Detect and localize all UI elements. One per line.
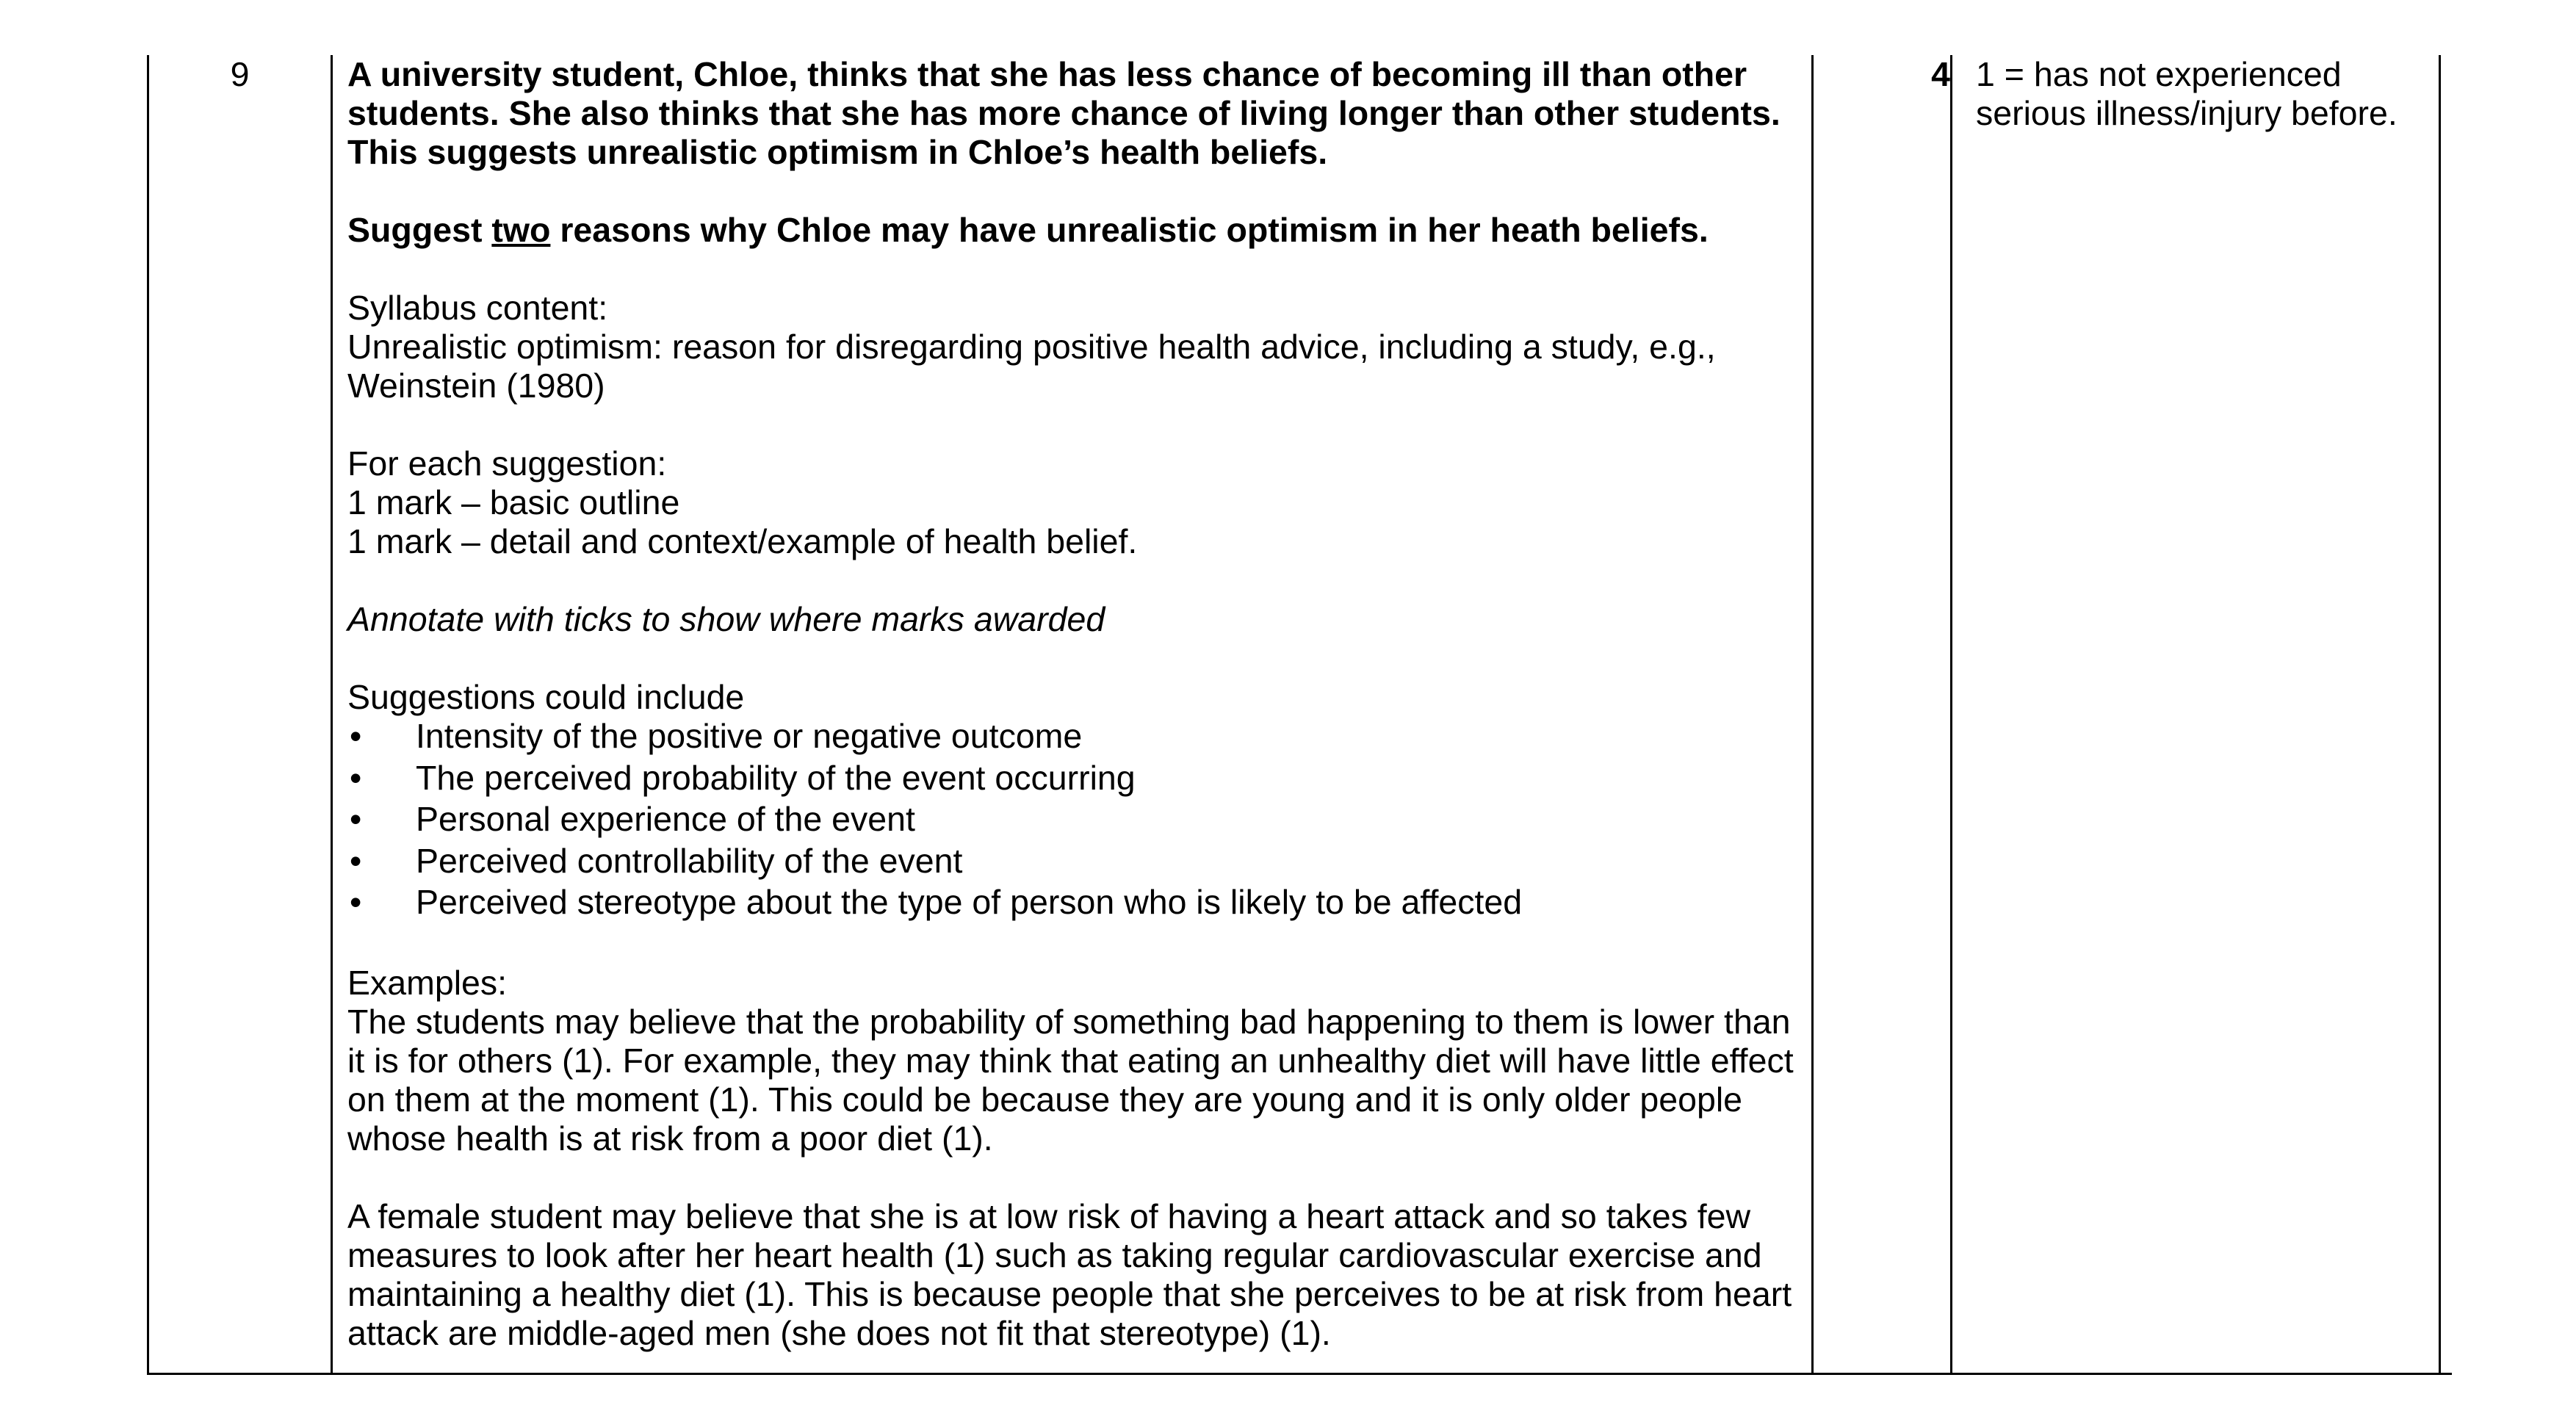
mark-scheme-line: 1 mark – detail and context/example of health belief. <box>347 522 1138 560</box>
example-paragraph: A female student may believe that she is at low risk of having a heart attack and so takes few measures to look after her heart health (1) such as taking regular cardiovascular exercise and maintaining a healthy diet (1). This is because people that she perceives to be at risk from heart attack are middle-aged men (she does not fit that stereotype) (1). <box>347 1196 1792 1352</box>
question-task-start: Suggest <box>347 211 492 249</box>
list-item-text: Perceived controllability of the event <box>416 841 963 880</box>
question-task <box>347 211 1813 250</box>
suggestions-list <box>347 717 1813 925</box>
list-item <box>347 883 1813 925</box>
list-item <box>347 759 1813 801</box>
suggestions-heading: Suggestions could include <box>347 678 745 716</box>
list-item <box>347 800 1813 842</box>
table-border-bottom <box>147 1373 2452 1375</box>
list-item <box>347 717 1813 759</box>
question-task-emphasis: two <box>491 211 551 249</box>
annotate-note: Annotate with ticks to show where marks awarded <box>347 600 1105 638</box>
list-item-text: Personal experience of the event <box>416 800 915 838</box>
bullet-icon: • <box>350 883 362 921</box>
list-item-text: Intensity of the positive or negative outcome <box>416 717 1083 755</box>
column-divider-number <box>331 55 333 1375</box>
mark-scheme-line: 1 mark – basic outline <box>347 483 680 521</box>
syllabus-heading: Syllabus content: <box>347 289 608 327</box>
bullet-icon: • <box>350 717 362 755</box>
bullet-icon: • <box>350 841 362 880</box>
mark-scheme-heading: For each suggestion: <box>347 444 667 483</box>
list-item <box>347 842 1813 884</box>
question-task-end: reasons why Chloe may have unrealistic optimism in her heath beliefs. <box>550 211 1709 249</box>
example-paragraph: The students may believe that the probability of something bad happening to them is lower than it is for others (1). For example, they may think that eating an unhealthy diet will have little effect on them at the moment (1). This could be because they are young and it is only older people whose health is at risk from a poor diet (1). <box>347 1002 1794 1158</box>
bullet-icon: • <box>350 758 362 797</box>
examples-heading: Examples: <box>347 963 508 1002</box>
answer-cell <box>347 55 1813 1353</box>
list-item-text: Perceived stereotype about the type of person who is likely to be affected <box>416 883 1523 921</box>
bullet-icon: • <box>350 800 362 838</box>
question-number: 9 <box>230 55 250 93</box>
column-divider-marks <box>1950 55 1952 1375</box>
syllabus-text: Unrealistic optimism: reason for disregarding positive health advice, including a study, e.g., Weinstein (1980) <box>347 328 1716 405</box>
list-item-text: The perceived probability of the event occurring <box>416 758 1136 797</box>
guidance-note: 1 = has not experienced serious illness/injury before. <box>1976 55 2398 132</box>
table-border-left <box>147 55 149 1375</box>
table-border-right <box>2439 55 2441 1375</box>
question-stem: A university student, Chloe, thinks that she has less chance of becoming ill than other students. She also thinks that she has more chance of living longer than other students. This suggests unrealistic optimism in Chloe’s health beliefs. <box>347 55 1781 171</box>
marks-value: 4 <box>1931 55 1950 93</box>
